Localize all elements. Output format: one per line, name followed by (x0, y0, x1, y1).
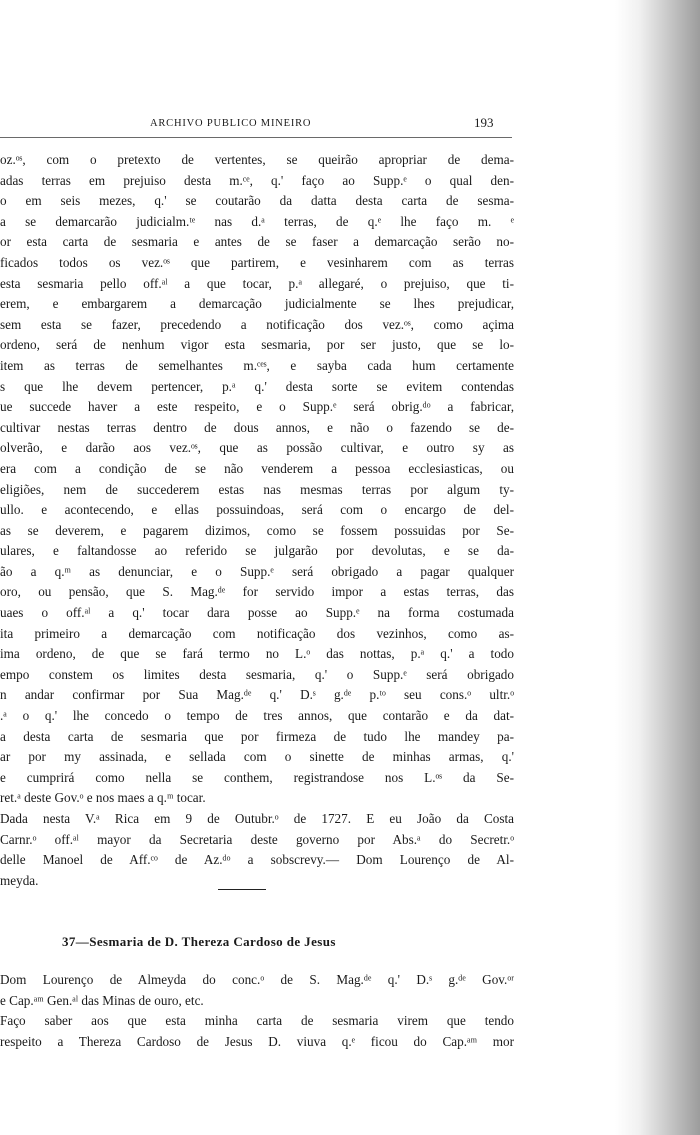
text-line: ullo. e acontecendo, e ellas possuindoas, será com o encargo de del- (0, 502, 514, 518)
page-number: 193 (474, 115, 494, 130)
text-line: n andar confirmar por Sua Mag.ᵈᵉ q.' D.ˢ g.ᵈᵉ p.ᵗᵒ seu cons.ᵒ ultr.ᵒ (0, 687, 514, 703)
text-line: empo constem os limites desta sesmaria, q.' o Supp.ᵉ será obrigado (0, 666, 514, 682)
text-line: delle Manoel de Aff.ᶜᵒ de Az.ᵈᵒ a sobscrevy.— Dom Lourenço de Al- (0, 852, 514, 868)
text-line: as se deverem, e pagarem dizimos, como se fossem possuidas por Se- (0, 522, 514, 538)
text-line: olverão, e darão aos vez.ᵒˢ, que as possão cultivar, e outro sy as (0, 440, 514, 456)
text-line: ue succede haver a este respeito, e o Supp.ᵉ será obrig.ᵈᵒ a fabricar, (0, 399, 514, 415)
section-separator (218, 889, 266, 890)
text-line: oz.ᵒˢ, com o pretexto de vertentes, se queirão apropriar de dema- (0, 152, 514, 167)
text-line: or esta carta de sesmaria e antes de se faser a demarcação serão no- (0, 234, 514, 250)
text-line: ret.ᵃ deste Gov.ᵒ e nos maes a q.ᵐ tocar. (0, 790, 206, 806)
body-text (0, 150, 514, 891)
text-line: .ᵃ o q.' lhe concedo o tempo de tres annos, que contarão e da dat- (0, 708, 514, 724)
text-line: ordeno, será de nenhum vigor esta sesmaria, por ser justo, que se lo- (0, 337, 514, 353)
text-line: o em seis mezes, q.' se coutarão da datta desta carta de sesma- (0, 193, 514, 209)
section-heading: 37—Sesmaria de D. Thereza Cardoso de Jesus (62, 934, 336, 949)
text-line: a desta carta de sesmaria que por firmeza de tudo lhe mandey pa- (0, 728, 514, 744)
text-line: uaes o off.ᵃˡ a q.' tocar dara posse ao Supp.ᵉ na forma costumada (0, 605, 514, 621)
text-line: ulares, e faltandosse ao referido se julgarão por devolutas, e se da- (0, 543, 514, 559)
section-text (0, 970, 514, 1052)
book-spine-shadow (615, 0, 700, 1135)
text-line: ima ordeno, de que se fará termo no L.ᵒ das nottas, p.ᵃ q.' a todo (0, 646, 514, 662)
text-line: meyda. (0, 872, 39, 888)
text-line: respeito a Thereza Cardoso de Jesus D. viuva q.ᵉ ficou do Cap.ᵃᵐ mor (0, 1033, 514, 1049)
text-line: Faço saber aos que esta minha carta de sesmaria virem que tendo (0, 1013, 514, 1029)
text-line: oro, ou pensão, que S. Mag.ᵈᵉ for servido impor a estas terras, das (0, 584, 514, 600)
text-line: item as terras de semelhantes m.ᶜᵉˢ, e sayba cada hum certamente (0, 357, 514, 373)
text-line: Dada nesta V.ᵃ Rica em 9 de Outubr.ᵒ de 1727. E eu João da Costa (0, 811, 514, 826)
text-line: ficados todos os vez.ᵒˢ que partirem, e vesinharem com as terras (0, 254, 514, 270)
text-line: e Cap.ᵃᵐ Gen.ᵃˡ das Minas de ouro, etc. (0, 992, 204, 1008)
text-line: era com a condição de se não venderem a pessoa ecclesiasticas, ou (0, 460, 514, 476)
text-line: a se demarcarão judicialm.ᵗᵉ nas d.ᵃ terras, de q.ᵉ lhe faço m. ᵉ (0, 213, 514, 229)
text-line: erem, e embargarem a demarcação judicialmente se lhes prejudicar, (0, 296, 514, 312)
text-line: eligiões, nem de succederem estas nas mesmas terras por algum ty- (0, 481, 514, 497)
running-title: ARCHIVO PUBLICO MINEIRO (150, 118, 312, 129)
text-line: ita primeiro a demarcação com notificação dos vezinhos, como as- (0, 625, 514, 641)
text-line: Carnr.ᵒ off.ᵃˡ mayor da Secretaria deste governo por Abs.ᵃ do Secretr.ᵒ (0, 831, 514, 847)
text-line: sem esta se fazer, precedendo a notificação dos vez.ᵒˢ, como açima (0, 316, 514, 332)
text-line: e cumprirá como nella se conthem, registrandose nos L.ᵒˢ da Se- (0, 769, 514, 785)
text-line: adas terras em prejuiso desta m.ᶜᵉ, q.' faço ao Supp.ᵉ o qual den- (0, 172, 514, 188)
text-line: ão a q.ᵐ as denunciar, e o Supp.ᵉ será obrigado a pagar qualquer (0, 563, 514, 579)
header-rule (0, 137, 512, 138)
text-line: s que lhe devem pertencer, p.ᵃ q.' desta sorte se evitem contendas (0, 378, 514, 394)
text-line: cultivar nestas terras dentro de dous annos, e não o fazendo se de- (0, 419, 514, 435)
text-line: Dom Lourenço de Almeyda do conc.ᵒ de S. Mag.ᵈᵉ q.' D.ˢ g.ᵈᵉ Gov.ᵒʳ (0, 972, 514, 987)
text-line: ar por my assinada, e sellada com o sinette de minhas armas, q.' (0, 749, 514, 765)
text-line: esta sesmaria pello off.ᵃˡ a que tocar, p.ᵃ allegaré, o prejuiso, que ti- (0, 275, 514, 291)
